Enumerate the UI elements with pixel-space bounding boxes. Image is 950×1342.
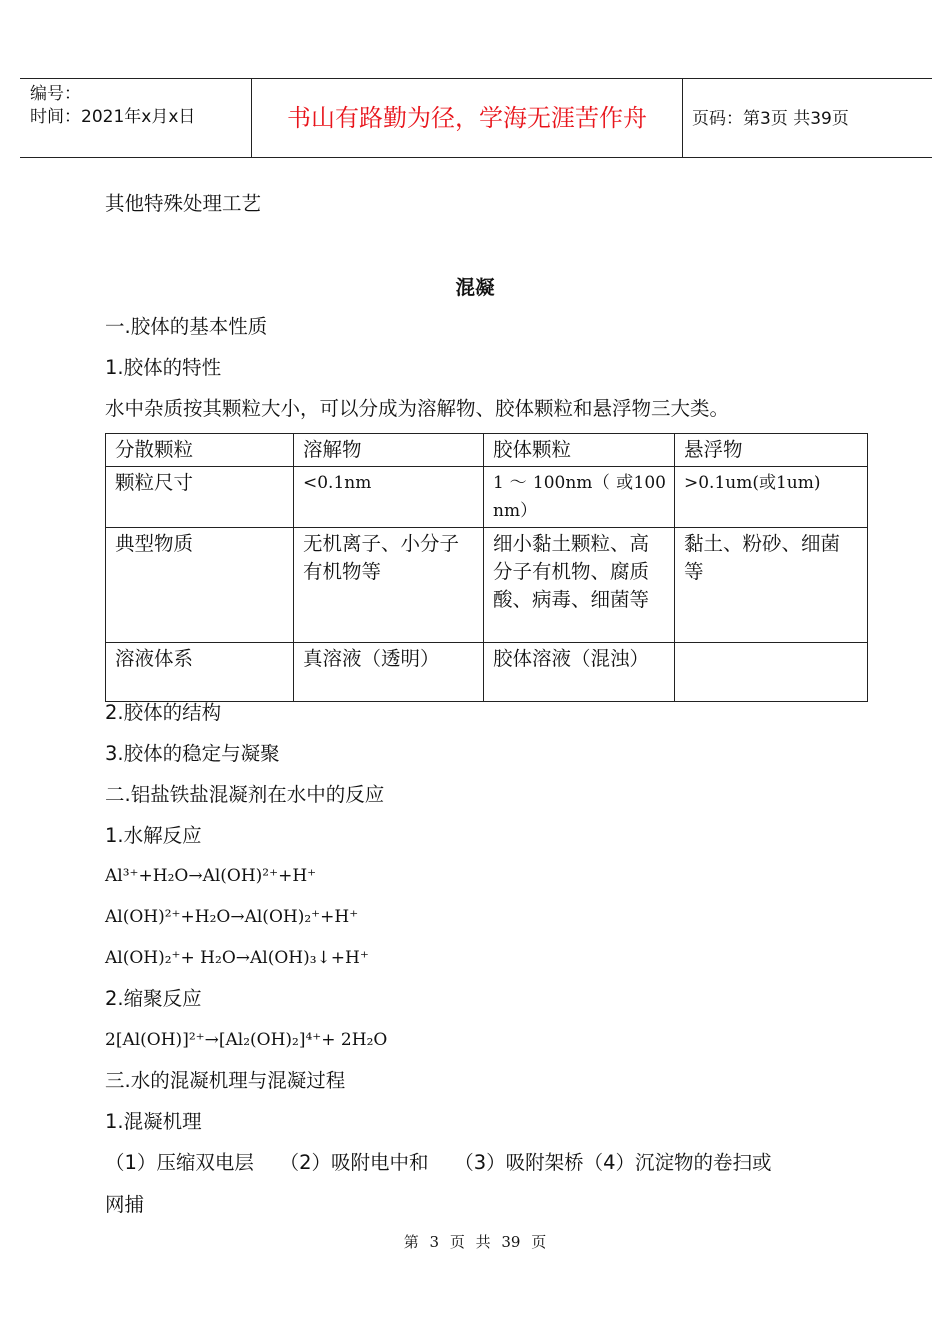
section-title: 混凝 (455, 276, 495, 299)
heading-coagulation-mechanism: 三.水的混凝机理与混凝过程 (105, 1069, 346, 1092)
table-header-cell: 胶体颗粒 (484, 434, 675, 467)
equation-4: 2[Al(OH)]²⁺→[Al₂(OH)₂]⁴⁺+ 2H₂O (105, 1030, 388, 1050)
table-header-cell: 分散颗粒 (106, 434, 294, 467)
particle-table (105, 433, 868, 702)
table-header-cell: 悬浮物 (675, 434, 868, 467)
heading-hydrolysis: 1.水解反应 (105, 824, 202, 847)
header-motto: 书山有路勤为径，学海无涯苦作舟 (251, 79, 683, 157)
table-header-row (106, 434, 868, 467)
table-row (106, 467, 868, 528)
table-header-cell: 溶解物 (294, 434, 484, 467)
page-footer: 第 3 页 共 39 页 (403, 1233, 547, 1251)
heading-condensation: 2.缩聚反应 (105, 987, 202, 1010)
classification-text: 水中杂质按其颗粒大小，可以分成为溶解物、胶体颗粒和悬浮物三大类。 (105, 397, 730, 420)
header-meta (30, 83, 250, 129)
table-cell: <0.1nm (294, 467, 484, 528)
table-cell: 典型物质 (106, 528, 294, 643)
heading-colloid-stability: 3.胶体的稳定与凝聚 (105, 742, 280, 765)
table-cell: 细小黏土颗粒、高分子有机物、腐质酸、病毒、细菌等 (484, 528, 675, 643)
table-cell: 溶液体系 (106, 643, 294, 702)
intro-line: 其他特殊处理工艺 (105, 192, 262, 215)
document-header (20, 78, 932, 158)
heading-colloid-characteristics: 1.胶体的特性 (105, 356, 222, 379)
table-cell: 1 ～ 100nm（ 或100nm） (484, 467, 675, 528)
mechanism-list-cont: 网捕 (105, 1193, 145, 1216)
header-page-info: 页码：第3页 共39页 (692, 109, 849, 129)
heading-colloid-properties: 一.胶体的基本性质 (105, 315, 268, 338)
table-row (106, 643, 868, 702)
equation-2: Al(OH)²⁺+H₂O→Al(OH)₂⁺+H⁺ (105, 907, 359, 927)
equation-1: Al³⁺+H₂O→Al(OH)²⁺+H⁺ (105, 866, 317, 886)
heading-colloid-structure: 2.胶体的结构 (105, 701, 222, 724)
heading-coagulant-reactions: 二.铝盐铁盐混凝剂在水中的反应 (105, 783, 385, 806)
mechanism-list: （1）压缩双电层 （2）吸附电中和 （3）吸附架桥（4）沉淀物的卷扫或 (105, 1151, 772, 1174)
doc-time-label: 时间：2021年x月x日 (30, 107, 196, 127)
heading-mechanism: 1.混凝机理 (105, 1110, 202, 1133)
table-cell: 颗粒尺寸 (106, 467, 294, 528)
table-cell: 黏土、粉砂、细菌等 (675, 528, 868, 643)
table-cell: 胶体溶液（混浊） (484, 643, 675, 702)
table-cell (675, 643, 868, 702)
table-cell: 真溶液（透明） (294, 643, 484, 702)
table-cell: 无机离子、小分子有机物等 (294, 528, 484, 643)
equation-3: Al(OH)₂⁺+ H₂O→Al(OH)₃↓+H⁺ (105, 948, 369, 968)
doc-number-label: 编号： (30, 84, 81, 104)
table-row (106, 528, 868, 643)
table-cell: >0.1um(或1um) (675, 467, 868, 528)
